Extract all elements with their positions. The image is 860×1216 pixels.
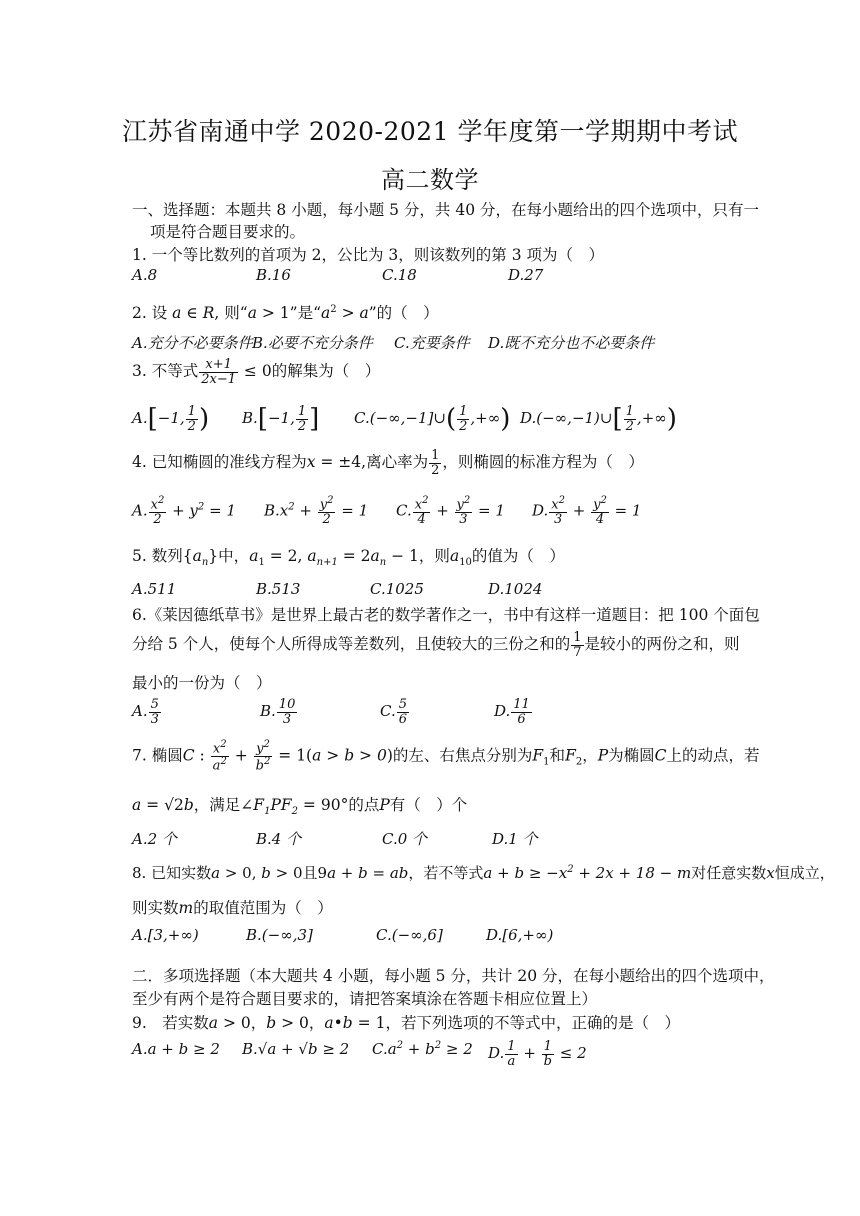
q3-option-d: D.(−∞,−1)∪[ $\frac{1}{2}$ ,+∞) [520,403,677,434]
q7-option-c: C.0 个 [382,830,428,848]
q2-stem-b: 则“ [219,304,248,322]
q3-fraction: $\frac{x+1}{2x-1}$ [201,357,236,387]
q6-line2 [132,631,740,659]
q9-option-a: A.a + b ≥ 2 [132,1040,220,1058]
q9-stem-a: 9. 若实数 [132,1014,209,1032]
q3-stem-a: 3. 不等式 [132,362,199,381]
q1-option-d: D.27 [508,266,544,284]
q9-stem-d: ，若下列选项的不等式中，正确的是（ ） [385,1014,680,1032]
q7-stem-d: ， [582,746,598,765]
q7-line2: a = √2b，满足$\angle F_1PF_2 = 90^\circ$的点P有（ ）个 [132,796,468,818]
q7-p: P [597,746,609,765]
q2-option-b: B.必要不充分条件 [252,334,373,352]
exam-subtitle: 高二数学 [381,166,479,194]
q6-line2-a: 分给 5 个人，使每个人所得成等差数列，且使较大的三份之和的 [132,635,571,654]
q7-frac-x: $\frac{x^2}{a^2}$ [212,739,227,774]
q8-option-b: B.(−∞,3] [246,926,313,944]
q2-math-1: a [172,304,182,322]
q8-math-4: x [766,864,775,882]
q8-math-m: m [178,899,194,917]
q3-stem-b: 的解集为（ ） [271,362,381,381]
q7-cond: a > b > 0 [312,746,387,765]
q5-math-5: a [449,547,460,565]
q4-option-d: D. $\frac{x^2}{3}$ + $\frac{y^2}{4}$ = 1 [532,495,642,527]
q5-stem-b: 中， [218,547,250,565]
q4-fraction: $\frac{1}{2}$ [431,448,440,478]
q8-stem-d: 对任意实数 [691,864,767,882]
q2-stem: 2. 设 a ∈ R, 则“a > 1”是“$a^2 > a$”的（ ） [132,303,439,322]
section2-line1: 二．多项选择题（本大题共 4 小题，每小题 5 分，共计 20 分，在每小题给出的四个选项中， [132,967,775,985]
q6-option-a: A. $\frac{5}{3}$ [132,697,159,727]
q4-option-b: $B.x^2$ + $\frac{y^2}{2}$ = 1 [264,495,369,527]
q5-math-4: $a_n$ [370,547,387,569]
q4-math-1: x [306,453,316,472]
q9-option-c: $C.a^2 + b^2 \ge 2$ [372,1040,473,1058]
q7-line2-c: 有（ ）个 [389,796,468,814]
q7-line2-a: ，满足 [193,796,241,814]
q5-stem-d: 的值为（ ） [471,547,565,565]
q2-math-5: a [359,304,369,322]
q5-option-c: C.1025 [370,580,424,598]
q4-stem-a: 4. 已知椭圆的准线方程为 [132,453,307,472]
q2-stem-a: 2. 设 [132,304,173,322]
q5-math-3: $a_{n+1}$ [307,547,338,569]
q8-stem-b: 且 [302,864,318,882]
q7-f1: F [532,746,544,765]
q7-p2: P [379,796,390,814]
q3-option-a: A.[−1, $\frac{1}{2}$ ) [132,403,210,434]
q6-line1: 6.《莱因德纸草书》是世界上最古老的数学著作之一，书中有这样一道题目：把 100 个面包 [132,606,760,624]
section2-line2: 至少有两个是符合题目要求的，请把答案填涂在答题卡相应位置上） [132,990,598,1008]
q1-stem: 1. 一个等比数列的首项为 2，公比为 3，则该数列的第 3 项为（ ） [132,246,605,264]
q7-math-c: C [182,746,195,765]
q9-math-2: b [266,1014,277,1032]
q1-option-a: A.8 [132,266,158,284]
q4-option-a: A. $\frac{x^2}{2}$ + $y^2 = 1$ [132,495,236,527]
q8-option-a: A.[3,+∞) [132,926,199,944]
q8-line2-b: 的取值范围为（ ） [193,899,333,917]
q8-line2-a: 则实数 [132,899,179,917]
q4-stem: 4. 已知椭圆的准线方程为x = ±4,离心率为 $\frac{1}{2}$ ，则椭圆的标准方程为（ ） [132,448,644,478]
q7-stem: 7. 椭圆C : $\frac{x^2}{a^2}$ + $\frac{y^2}{b^2}$ = 1(a > b > 0)的左、右焦点分别为$F_1$和$F_2$，P为椭圆C上的动点，若 [132,739,760,774]
section1-intro-line2: 项是符合题目要求的。 [150,223,306,241]
q8-stem-a: 8. 已知实数 [132,864,212,882]
q9-option-b: B.√a + √b ≥ 2 [242,1040,350,1058]
q7-stem-e: 为椭圆 [608,746,655,765]
q8-stem: 8. 已知实数a > 0, b > 0且9a + b = ab，若不等式$a + b \ge -x^2 + 2x + 18 - m$对任意实数x恒成立， [132,864,835,882]
q8-option-c: C.(−∞,6] [376,926,443,944]
q9-math-1: a [208,1014,219,1032]
q7-f2: F [565,746,576,765]
q7-stem-f: 上的动点，若 [666,746,760,765]
q3-option-b: B.[−1, $\frac{1}{2}$ ] [242,403,320,434]
q8-stem-c: ，若不等式 [408,864,484,882]
q1-option-c: C.18 [382,266,417,284]
q5-option-b: B.513 [256,580,301,598]
q5-math-1: $a_n$ [192,547,209,569]
q2-stem-d: ”的（ ） [368,304,439,322]
q9-math-3: a•b [324,1014,353,1032]
q5-math-2: a [249,547,259,565]
q5-stem-a: 5. 数列 [132,547,183,565]
q9-stem-c: ， [308,1014,325,1032]
q8-math-1: a [211,864,221,882]
q4-stem-c: ，则椭圆的标准方程为（ ） [442,453,644,472]
q7-stem-c: 和 [549,746,566,765]
q5-stem-c: ，则 [418,547,450,565]
q6-option-b: B. $\frac{10}{3}$ [260,697,296,727]
q2-option-c: C.充要条件 [394,334,470,352]
q7-stem-a: 7. 椭圆 [132,746,183,765]
q3-stem: 3. 不等式 $\frac{x+1}{2x-1}$ ≤ 0的解集为（ ） [132,357,381,387]
q7-stem-b: 的左、右焦点分别为 [392,746,533,765]
q9-stem-b: ， [250,1014,267,1032]
q8-line2 [132,896,333,918]
q6-line2-b: 是较小的两份之和，则 [584,635,740,654]
q8-math-2: a [327,864,337,882]
q7-frac-y: $\frac{y^2}{b^2}$ [255,739,271,774]
q4-stem-b: 离心率为 [366,453,429,472]
q7-math-ab: a [132,796,142,814]
q8-option-d: D.[6,+∞) [486,926,554,944]
q7-line2-b: 的点 [348,796,380,814]
q6-option-d: D. $\frac{11}{6}$ [494,697,530,727]
q2-math-4: a [321,304,331,322]
q9-option-d: D. $\frac{1}{a}$ + $\frac{1}{b}$ ≤ 2 [488,1039,587,1069]
q2-option-d: D.既不充分也不必要条件 [488,334,655,352]
q2-math-2: R [202,304,215,322]
q2-math-3: a [247,304,257,322]
q2-stem-c: ”是“ [289,304,322,322]
q7-option-d: D.1 个 [492,830,538,848]
q1-option-b: B.16 [256,266,291,284]
q2-option-a: A.充分不必要条件 [132,334,253,352]
q7-option-a: A.2 个 [132,830,177,848]
q6-fraction: $\frac{1}{7}$ [573,630,582,660]
q6-option-c: C. $\frac{5}{6}$ [380,697,407,727]
q5-option-d: D.1024 [488,580,543,598]
q5-stem: 5. 数列$\{a_n\}$中，$a_1 = 2$, $a_{n+1} = 2a_n - 1$，则$a_{10}$的值为（ ） [132,547,565,569]
q4-option-c: C. $\frac{x^2}{4}$ + $\frac{y^2}{3}$ = 1 [396,495,505,527]
section1-intro-line1: 一、选择题：本题共 8 小题，每小题 5 分，共 40 分，在每小题给出的四个选项中，只有一 [132,201,760,219]
q6-line3: 最小的一份为（ ） [132,674,272,692]
q3-option-c: C.(−∞,−1]∪( $\frac{1}{2}$ ,+∞) [354,403,511,434]
q8-math-3: $a + b \ge -x^2 + 2x + 18 - m$ [483,864,692,882]
q7-angle: $F_1PF_2$ [253,796,298,818]
exam-title: 江苏省南通中学 2020-2021 学年度第一学期期中考试 [121,117,739,146]
q9-stem: 9. 若实数a > 0，b > 0，a•b = 1，若下列选项的不等式中，正确的是（ ） [132,1014,680,1032]
q7-c2: C [654,746,667,765]
q5-option-a: A.511 [132,580,177,598]
q8-stem-e: 恒成立， [774,864,835,882]
q7-option-b: B.4 个 [256,830,302,848]
